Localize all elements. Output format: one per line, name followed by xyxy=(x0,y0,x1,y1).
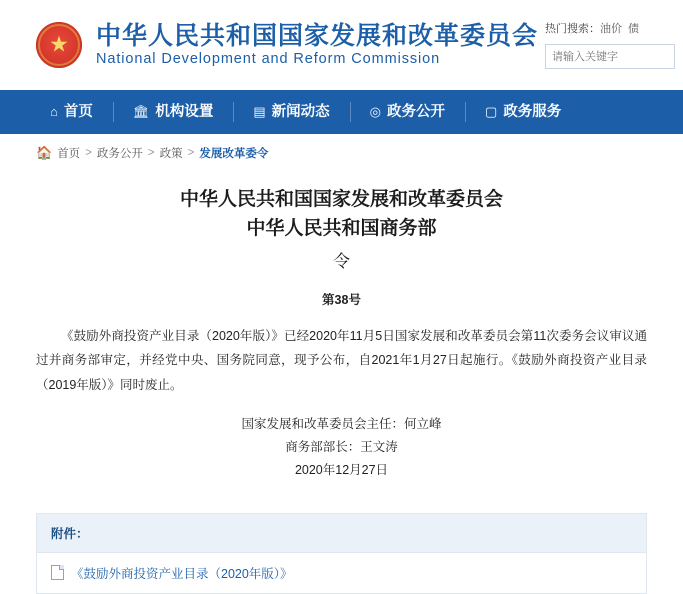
document-number: 第38号 xyxy=(322,293,361,307)
attachment-link[interactable]: 《鼓励外商投资产业目录（2020年版）》 xyxy=(71,566,293,581)
nav-item-label: 新闻动态 xyxy=(271,104,330,120)
hot-search-line xyxy=(545,20,675,36)
breadcrumb xyxy=(0,134,683,170)
attachment-panel xyxy=(36,513,647,594)
globe-icon: ◎ xyxy=(369,104,382,119)
breadcrumb-separator: > xyxy=(187,147,195,159)
news-icon: ▤ xyxy=(253,104,266,119)
home-icon: 🏠 xyxy=(36,145,53,160)
document-title xyxy=(36,186,647,243)
document-signature xyxy=(36,413,647,482)
nav-item-label: 政务服务 xyxy=(503,104,562,120)
site-title-block xyxy=(96,22,538,69)
site-header xyxy=(0,0,683,90)
nav-item-government-service[interactable] xyxy=(465,90,581,134)
document-body: 《鼓励外商投资产业目录（2020年版）》已经2020年11月5日国家发展和改革委员会第11次委务会议审议通过并商务部审定，并经党中央、国务院同意，现予公布，自2021年1月27日起施行。《鼓励外商投资产业目录（2019年版）》同时废止。 xyxy=(36,329,647,392)
search-box[interactable] xyxy=(545,44,675,69)
hot-search-item-0[interactable]: 油价 xyxy=(600,23,622,35)
emblem-star-icon: ★ xyxy=(49,31,69,57)
article xyxy=(0,186,683,483)
document-title-line2: 中华人民共和国商务部 xyxy=(246,217,437,239)
nav-item-government-disclosure[interactable] xyxy=(350,90,465,134)
signature-line-0: 国家发展和改革委员会主任：何立峰 xyxy=(241,417,442,432)
breadcrumb-item-0[interactable]: 首页 xyxy=(57,148,81,160)
document-ling: 令 xyxy=(333,252,350,271)
signature-line-1: 商务部部长：王文涛 xyxy=(285,440,398,455)
search-area xyxy=(545,20,675,69)
bank-icon: 🏛 xyxy=(132,104,150,119)
site-title-cn: 中华人民共和国国家发展和改革委员会 xyxy=(96,21,539,50)
search-input[interactable] xyxy=(546,46,676,67)
signature-line-2: 2020年12月27日 xyxy=(294,463,389,478)
national-emblem-icon xyxy=(36,22,82,68)
service-icon: ▢ xyxy=(485,104,498,119)
main-nav xyxy=(0,90,683,134)
nav-item-organization[interactable] xyxy=(113,90,234,134)
breadcrumb-item-1[interactable]: 政务公开 xyxy=(96,148,143,160)
nav-item-home[interactable] xyxy=(30,90,113,134)
nav-item-label: 首页 xyxy=(63,104,93,120)
attachment-header: 附件： xyxy=(37,514,646,553)
nav-item-news[interactable] xyxy=(233,90,349,134)
document-title-line1: 中华人民共和国国家发展和改革委员会 xyxy=(179,189,503,210)
breadcrumb-item-2[interactable]: 政策 xyxy=(159,148,183,160)
hot-search-item-1[interactable]: 债 xyxy=(628,23,639,35)
nav-item-label: 机构设置 xyxy=(155,104,214,120)
site-title-en: National Development and Reform Commission xyxy=(96,50,441,67)
breadcrumb-separator: > xyxy=(85,147,92,159)
hot-search-label: 热门搜索： xyxy=(545,23,600,35)
breadcrumb-separator: > xyxy=(147,147,155,159)
file-icon xyxy=(51,565,64,580)
home-icon: ⌂ xyxy=(50,104,58,119)
breadcrumb-item-current: 发展改革委令 xyxy=(199,148,269,160)
nav-item-label: 政务公开 xyxy=(387,104,446,120)
attachment-row[interactable] xyxy=(37,553,646,593)
